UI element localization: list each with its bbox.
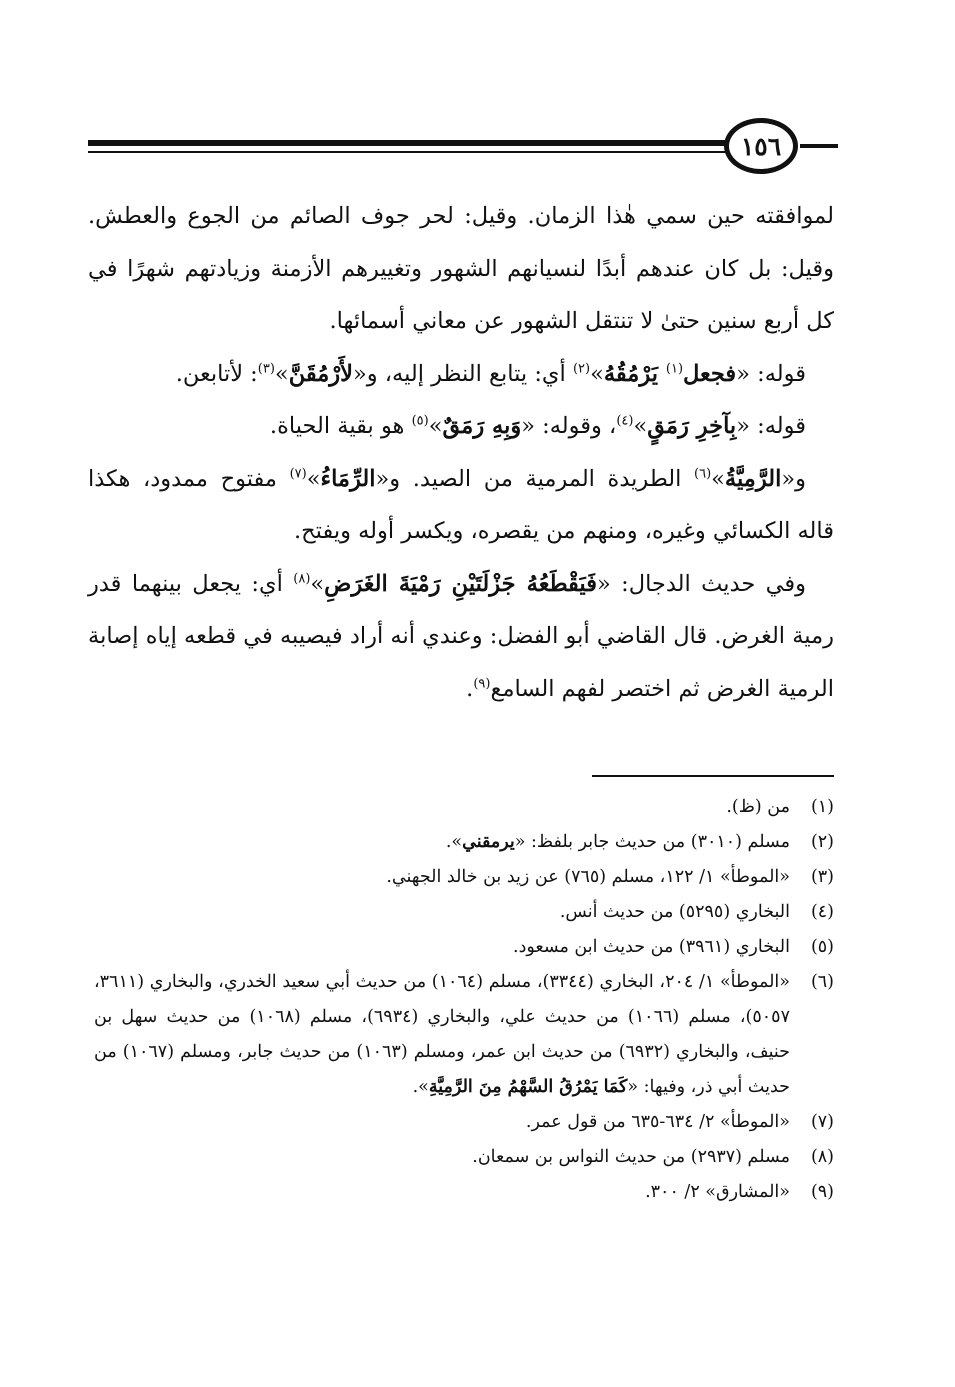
paragraph-4 (88, 453, 834, 558)
note-ref: (٦) (694, 466, 712, 481)
text-run: قوله: « (736, 413, 806, 439)
footnote-4 (94, 895, 834, 930)
quoted-word: الرَّمِيَّةُ (724, 465, 782, 492)
text-run: » (310, 570, 325, 597)
text-run: هو بقية الحياة. (269, 413, 412, 439)
footnote-3 (94, 860, 834, 895)
text-run: أي: يجعل بينهما قدر رمية الغرض. قال القاضي أبو الفضل: وعندي أنه أراد فيصيبه في قطعه إياه إصابة الرمية الغرض ثم اختصر لفهم السامع (88, 570, 834, 702)
footnote-number: (٢) (810, 832, 834, 852)
footnote-text: مسلم (٢٩٣٧) من حديث النواس بن سمعان. (472, 1147, 790, 1167)
footnote-text: «الموطأ» ٢/ ٦٣٤-٦٣٥ من قول عمر. (525, 1112, 790, 1132)
footnote-number: (٩) (810, 1182, 834, 1202)
note-ref: (٤) (616, 413, 634, 429)
text-run: وفي حديث الدجال: « (596, 570, 806, 597)
quoted-word: بِآخِرِ رَمَقٍ (647, 413, 737, 439)
paragraph-5 (88, 558, 834, 716)
footnote-text: البخاري (٥٢٩٥) من حديث أنس. (559, 902, 790, 922)
footnote-text (94, 825, 790, 860)
footnote-8 (94, 1140, 834, 1175)
footnote-text (94, 965, 790, 1105)
footnote-9 (94, 1175, 834, 1210)
footnote-number: (٦) (810, 972, 834, 992)
note-ref: (٢) (572, 361, 591, 376)
header-rule-thick (88, 140, 726, 146)
footnote-separator (592, 775, 834, 777)
note-ref: (٣) (257, 361, 275, 376)
note-ref: (٧) (289, 466, 307, 481)
quoted-word: فجعل (683, 360, 737, 387)
footnote-number: (١) (810, 797, 834, 817)
quoted-word: لأَرْمُقَنَّ (288, 360, 353, 387)
text-run: مسلم (٣٠١٠) من حديث جابر بلفظ: « (514, 832, 790, 852)
paragraph-2 (88, 348, 834, 401)
paragraph-1: لموافقته حين سمي هٰذا الزمان. وقيل: لحر جوف الصائم من الجوع والعطش. وقيل: بل كان عندهم أبدًا لنسيانهم الشهور وتغييرهم الأزمنة وزيادتهم شهرًا في كل أربع سنين حتىٰ لا تنتقل الشهور عن معاني أسمائها. (88, 203, 834, 334)
footnote-1 (94, 790, 834, 825)
note-ref: (٩) (473, 676, 491, 691)
text-run: » (633, 413, 648, 439)
quoted-word: يرمقني (462, 832, 515, 852)
text-run: «الموطأ» ١/ ٢٠٤، البخاري (٣٣٤٤)، مسلم (١٠٦٤) من حديث أبي سعيد الخدري، والبخاري (٣٦١١، ٥٠٥٧)، مسلم (١٠٦٦) من حديث علي، والبخاري (٦٩٣٤)، مسلم (١٠٦٨) من حديث سهل بن حنيف، والبخاري (٦٩٣٢) من حديث ابن عمر، ومسلم (١٠٦٣) من حديث جابر، ومسلم (١٠٦٧) من حديث أبي ذر، وفيها: « (94, 972, 791, 1097)
page-header (88, 118, 848, 182)
text-run: قوله: « (736, 360, 806, 387)
text-run: » (428, 413, 443, 439)
text-run: » (590, 360, 604, 387)
footnote-5 (94, 930, 834, 965)
note-ref: (٥) (411, 413, 429, 429)
footnote-text: البخاري (٣٩٦١) من حديث ابن مسعود. (513, 937, 790, 957)
text-run: » (306, 465, 321, 492)
text-run: ». (445, 832, 463, 852)
text-run: ، وقوله: « (521, 413, 617, 439)
footnote-number: (٥) (810, 937, 834, 957)
footnote-6 (94, 965, 834, 1105)
footnote-number: (٤) (810, 902, 834, 922)
footnote-text: «الموطأ» ١/ ١٢٢، مسلم (٧٦٥) عن زيد بن خالد الجهني. (386, 867, 790, 887)
quoted-word: الرِّمَاءُ (320, 465, 376, 492)
quoted-word: وَبِهِ رَمَقٌ (442, 413, 522, 439)
footnote-number: (٨) (810, 1147, 834, 1167)
quoted-word: فَيَقْطَعُهُ جَزْلَتَيْنِ رَمْيَةَ الغَرَضِ (324, 570, 597, 597)
footnote-text: من (ظ). (726, 797, 790, 817)
text-run: . (466, 675, 474, 702)
page-number: ١٥٦ (724, 118, 798, 174)
main-text (88, 190, 834, 715)
text-run: أي: يتابع النظر إليه، و« (352, 360, 573, 387)
footnote-2 (94, 825, 834, 860)
paragraph-3 (88, 400, 834, 453)
text-run: ». (412, 1077, 429, 1097)
text-run: الطريدة المرمية من الصيد. و« (375, 465, 694, 492)
text-run: و« (781, 465, 806, 492)
footnote-text: «المشارق» ٢/ ٣٠٠. (645, 1182, 790, 1202)
footnote-number: (٣) (810, 867, 834, 887)
footnote-7 (94, 1105, 834, 1140)
text-run: » (711, 465, 725, 492)
text-run: » (274, 360, 289, 387)
quoted-word: يَرْمُقُهُ (603, 360, 666, 387)
note-ref: (١) (665, 361, 684, 376)
header-rule-thin (88, 151, 726, 153)
note-ref: (٨) (293, 571, 311, 586)
text-run: : لأتابعن. (175, 360, 258, 387)
header-rule-stub (800, 144, 838, 148)
footnotes (94, 790, 834, 1210)
footnote-number: (٧) (810, 1112, 834, 1132)
text-run: مفتوح ممدود، هكذا قاله الكسائي وغيره، ومنهم من يقصره، ويكسر أوله ويفتح. (88, 465, 834, 544)
quoted-word: كَمَا يَمْرُقُ السَّهْمُ مِنَ الرَّمِيَّةِ (428, 1077, 628, 1097)
